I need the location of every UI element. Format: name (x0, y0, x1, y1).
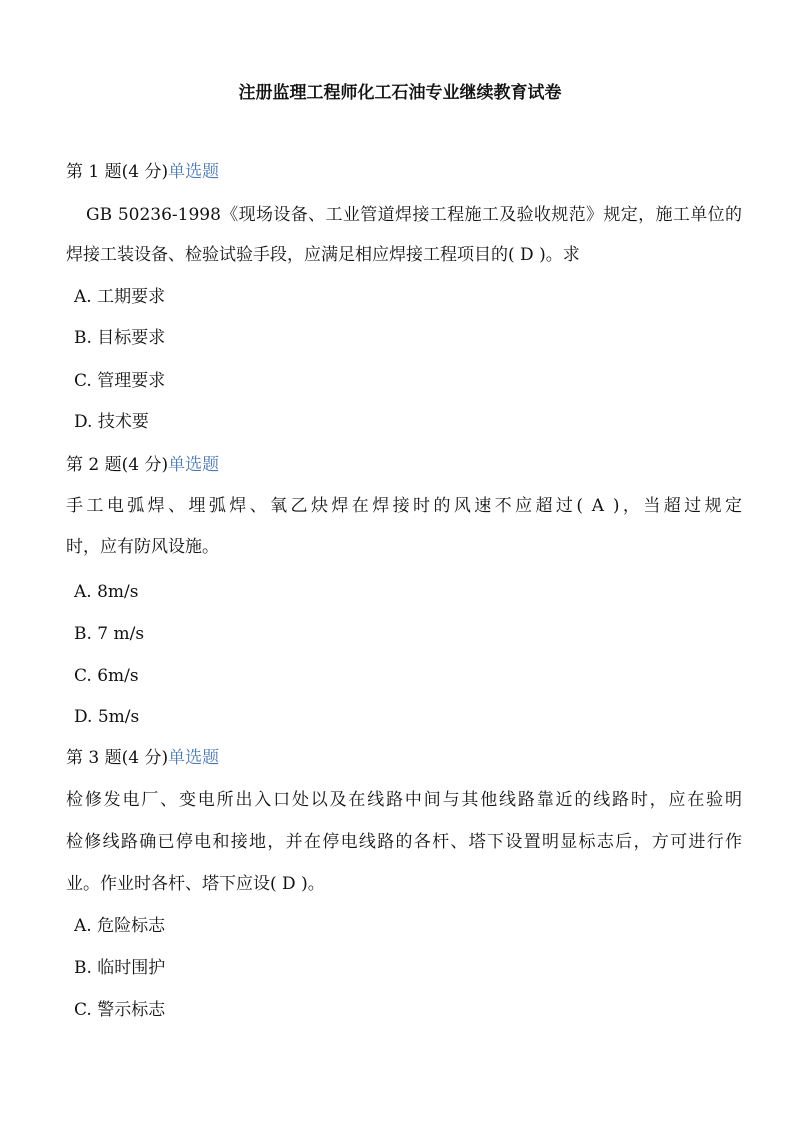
question-1-header (66, 162, 219, 182)
option-c: C. 管理要求 (74, 371, 166, 391)
question-number: 第 1 题(4 分) (66, 162, 169, 182)
question-2-header (66, 455, 219, 475)
question-type: 单选题 (168, 162, 220, 182)
question-3-text-line: 检修发电厂、变电所出入口处以及在线路中间与其他线路靠近的线路时，应在验明 (66, 790, 742, 810)
option-b: B. 目标要求 (74, 328, 166, 348)
option-b: B. 临时围护 (74, 958, 166, 978)
option-a: A. 8m/s (74, 582, 139, 602)
option-d: D. 技术要 (74, 412, 149, 432)
question-3-text-line: 检修线路确已停电和接地，并在停电线路的各杆、塔下设置明显标志后，方可进行作 (66, 832, 742, 852)
question-3-text-line: 业。作业时各杆、塔下应设( D )。 (66, 874, 325, 894)
question-3-header (66, 748, 219, 768)
question-type: 单选题 (168, 748, 220, 768)
document-title: 注册监理工程师化工石油专业继续教育试卷 (238, 83, 562, 103)
question-number: 第 3 题(4 分) (66, 748, 169, 768)
question-number: 第 2 题(4 分) (66, 455, 169, 475)
option-d: D. 5m/s (74, 707, 140, 727)
question-1-text-line: 焊接工装设备、检验试验手段，应满足相应焊接工程项目的( D )。求 (66, 245, 580, 265)
option-a: A. 危险标志 (74, 916, 166, 936)
question-1-text-line: GB 50236-1998《现场设备、工业管道焊接工程施工及验收规范》规定，施工单位的 (86, 205, 742, 225)
option-c: C. 警示标志 (74, 1000, 166, 1020)
question-2-text-line: 手工电弧焊、埋弧焊、氧乙炔焊在焊接时的风速不应超过( A )，当超过规定 (66, 496, 742, 516)
option-b: B. 7 m/s (74, 624, 145, 644)
question-type: 单选题 (168, 455, 220, 475)
option-a: A. 工期要求 (74, 287, 166, 307)
option-c: C. 6m/s (74, 666, 139, 686)
question-2-text-line: 时，应有防风设施。 (66, 537, 219, 557)
